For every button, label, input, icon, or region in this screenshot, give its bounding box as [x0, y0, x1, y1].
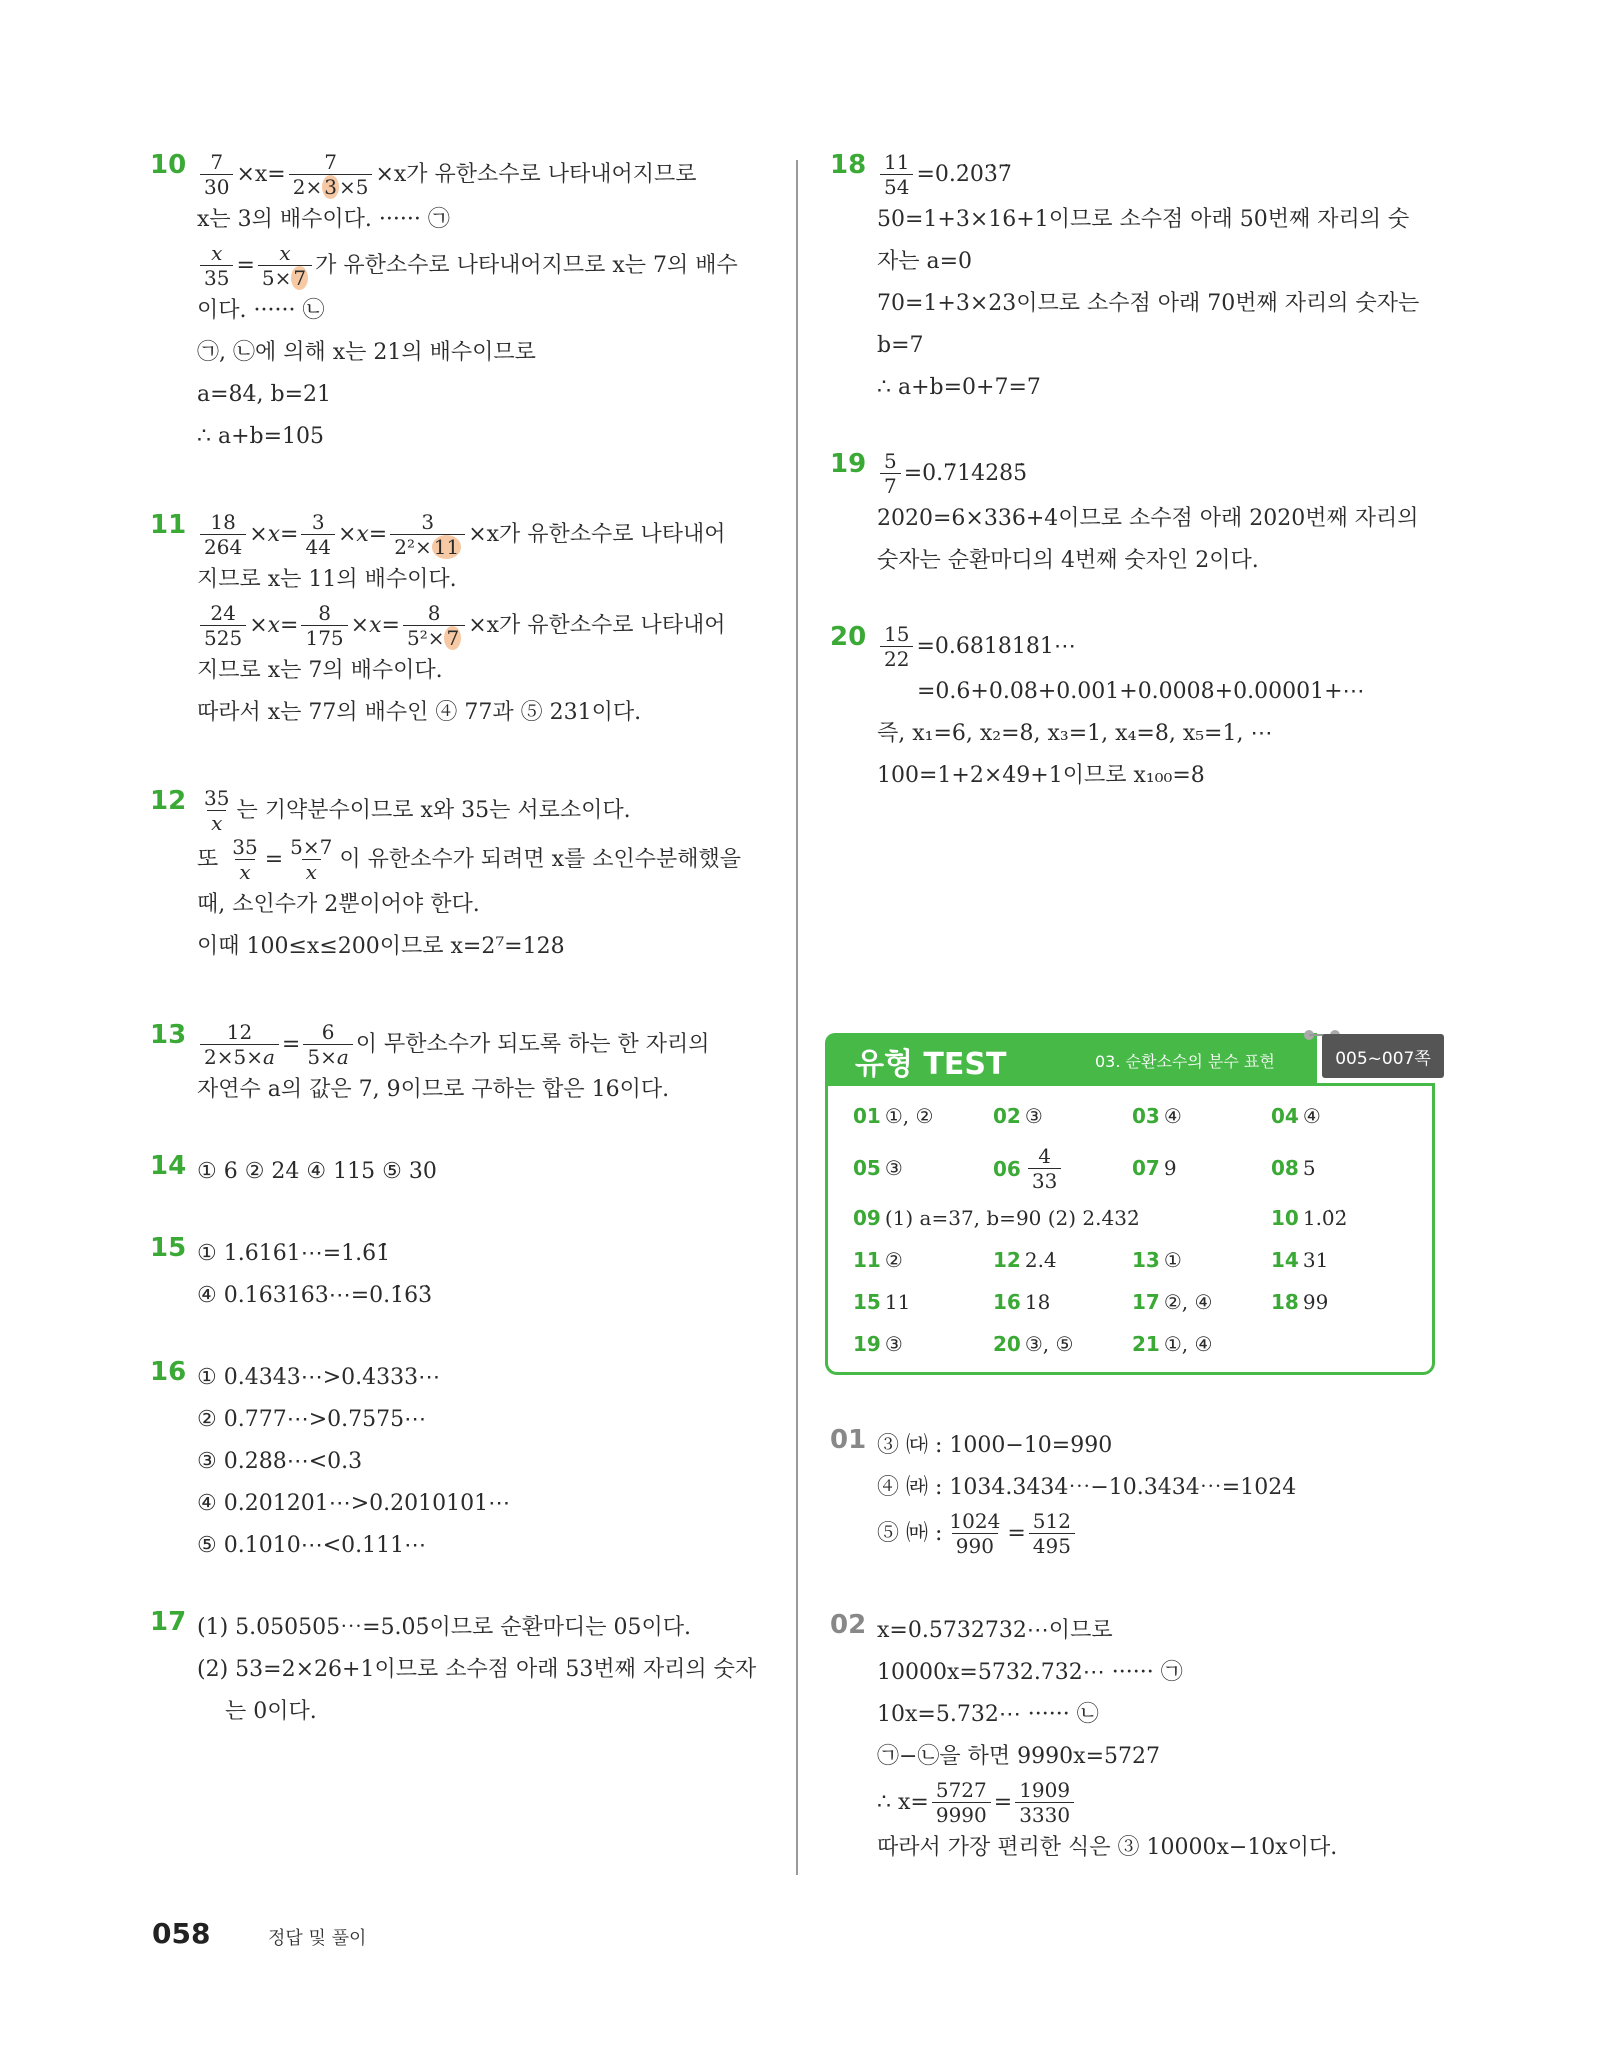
answer-item: 07 9 [1132, 1156, 1177, 1180]
solution-01: 01 ③ ㈐ : 1000−10=990 ④ ㈑ : 1034.3434⋯−10.3434⋯=1024 ⑤ ㈒ : $\frac{1024}{990}$ = $\frac{512}{495}$ [830, 1425, 1297, 1558]
answer-item: 08 5 [1271, 1156, 1316, 1180]
solutions-column [832, 1425, 1452, 1869]
column-divider [796, 160, 798, 1875]
answer-item: 18 99 [1271, 1290, 1329, 1314]
problem-14: 14 ① 6 ② 24 ④ 115 ⑤ 30 [150, 1151, 437, 1184]
test-header [825, 1033, 1317, 1085]
answer-item: 11 ② [853, 1248, 903, 1272]
answer-item: 01 ①, ② [853, 1104, 934, 1128]
page-label: 정답 및 풀이 [268, 1928, 367, 1949]
problem-16: 16 ① 0.4343⋯>0.4333⋯ ② 0.777⋯>0.7575⋯ ③ 0.288⋯<0.3 ④ 0.201201⋯>0.2010101⋯ ⑤ 0.1010⋯<0.111⋯ [150, 1357, 511, 1558]
answer-item: 12 2.4̇ [993, 1248, 1057, 1272]
page-range-tag: 005~007쪽 [1322, 1034, 1444, 1078]
problem-13: 13 $\frac{12}{2\times 5\times a}$ = $\frac{6}{5\times a}$ 이 무한소수가 되도록 하는 한 자리의 자연수 a의 값은 7, 9이므로 구하는 합은 16이다. [150, 1020, 710, 1102]
answer-item: 14 31 [1271, 1248, 1329, 1272]
fraction: $\frac{7}{2\times 3 \times 5}$ [289, 150, 373, 199]
test-subtitle: 03. 순환소수의 분수 표현 [1095, 1052, 1275, 1071]
problem-15: 15 ① 1.6161⋯=1.6̇1̇ ④ 0.163163⋯=0.1̇63̇ [150, 1233, 433, 1308]
answer-item: 03 ④ [1132, 1104, 1182, 1128]
answer-item: 09 (1) a=37, b=90 (2) 2.4̇32̇ [853, 1206, 1140, 1230]
answer-item: 06 $\frac{4}{33}$ [993, 1144, 1064, 1193]
answer-item: 13 ① [1132, 1248, 1182, 1272]
problem-18: 18 $\frac{11}{54}$ =0.2̇03̇7̇ 50=1+3×16+1이므로 소수점 아래 50번째 자리의 숫 자는 a=0 70=1+3×23이므로 소수점 아래 70번째 자리의 숫자는 b=7 ∴ a+b=0+7=7 [830, 150, 1420, 400]
answer-item: 21 ①, ④ [1132, 1332, 1213, 1356]
problem-10: 10 $\frac{7}{30}$ ×x= $\frac{7}{2\times 3 \times 5}$ ×x가 유한소수로 나타내어지므로 x는 3의 배수이다. ······ ㉠ $\frac{x}{35}$ = $\frac{x}{5\times 7}$ 가 유한소수로 나타내어지므로 x는 7의 배수 이다. ······ ㉡ ㉠, ㉡에 의해 x는 21의 배수이므로 a=84, b=21 ∴ a+b=105 [150, 150, 738, 449]
problem-11: 11 $\frac{18}{264}$ × x = $\frac{3}{44}$ × x = $\frac{3}{\text{2²× 11}}$ ×x가 유한소수로 나타내어 지므로 x는 11의 배수이다. $\frac{24}{525}$ × x = $\frac{8}{175}$ × x = $\frac{8}{\text{5²× 7}}$ ×x가 유한소수로 나타내어 지므로 x는 7의 배수이다. 따라서 x는 77의 배수인 ④ 77과 ⑤ 231이다. [150, 510, 726, 725]
right-column [832, 150, 1452, 797]
left-column [152, 150, 792, 1733]
answer-item: 17 ②, ④ [1132, 1290, 1213, 1314]
answer-item: 02 ③ [993, 1104, 1043, 1128]
problem-12: 12 $\frac{35}{x}$ 는 기약분수이므로 x와 35는 서로소이다. 또 $\frac{35}{x}$ = $\frac{5\times 7}{x}$ 이 유한소수가 되려면 x를 소인수분해했을 때, 소인수가 2뿐이어야 한다. 이때 100≤x≤200이므로 x=2⁷=128 [150, 786, 742, 959]
answer-item: 10 1.0̇2̇ [1271, 1206, 1348, 1230]
answer-item: 15 11 [853, 1290, 911, 1314]
answer-grid [825, 1083, 1435, 1375]
solution-02: 02 x=0.5732732⋯이므로 10000x=5732.732⋯ ······ ㉠ 10x=5.732⋯ ······ ㉡ ㉠−㉡을 하면 9990x=5727 ∴ x= $\frac{5727}{9990}$ = $\frac{1909}{3330}$ 따라서 가장 편리한 식은 ③ 10000x−10x이다. [830, 1610, 1338, 1860]
page-number: 058 [152, 1917, 211, 1950]
answer-item: 20 ③, ⑤ [993, 1332, 1074, 1356]
answer-item: 16 18 [993, 1290, 1051, 1314]
answer-item: 05 ③ [853, 1156, 903, 1180]
problem-17: 17 (1) 5.050505⋯=5.0̇5̇이므로 순환마디는 05이다. (2) 53=2×26+1이므로 소수점 아래 53번째 자리의 숫자 는 0이다. [150, 1607, 757, 1724]
problem-20: 20 $\frac{15}{22}$ =0.6818181⋯ =0.6+0.08+0.001+0.0008+0.00001+⋯ 즉, x₁=6, x₂=8, x₃=1, x₄=8, x₅=1, ⋯ 100=1+2×49+1이므로 x₁₀₀=8 [830, 622, 1365, 788]
fraction: $\frac{7}{30}$ [200, 150, 233, 199]
type-test-box [825, 1033, 1437, 1378]
answer-item: 19 ③ [853, 1332, 903, 1356]
test-title: 유형 TEST [855, 1047, 1007, 1082]
problem-19: 19 $\frac{5}{7}$ =0.7̇14285̇ 2020=6×336+4이므로 소수점 아래 2020번째 자리의 숫자는 순환마디의 4번째 숫자인 2이다. [830, 449, 1419, 573]
answer-item: 04 ④ [1271, 1104, 1321, 1128]
problem-number: 10 [150, 150, 187, 180]
